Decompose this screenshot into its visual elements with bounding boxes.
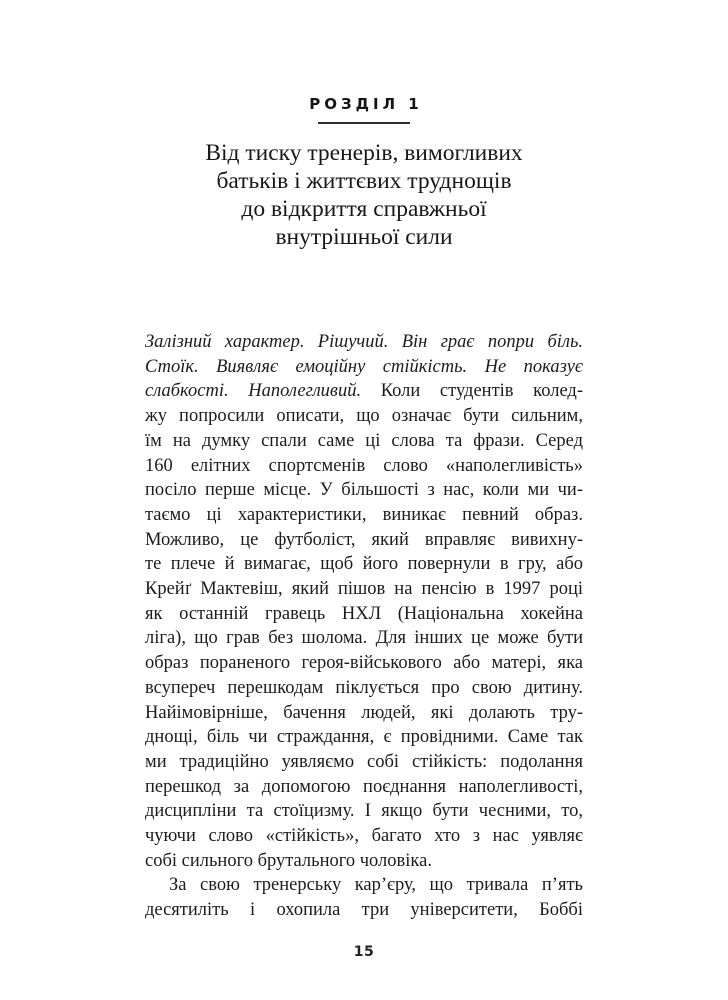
body-segment: як останній гравець НХЛ (Національна хокейна <box>145 603 583 624</box>
body-line <box>145 849 583 874</box>
chapter-subtitle-line: Від тиску тренерів, вимогливих <box>205 140 523 166</box>
body-line <box>145 626 583 651</box>
body-segment: За свою тренерську кар’єру, що тривала п’ять <box>169 875 583 896</box>
chapter-subtitle-line: батьків і життєвих труднощів <box>216 168 512 194</box>
chapter-subtitle-line: до відкриття справжньої <box>241 196 487 222</box>
body-segment: Крейґ Мактевіш, який пішов на пенсію в 1997 році <box>145 579 583 600</box>
body-segment: те плече й вимагає, щоб його повернули в гру, або <box>145 554 583 575</box>
body-line <box>145 824 583 849</box>
body-line <box>145 799 583 824</box>
body-line <box>145 676 583 701</box>
body-segment: таємо ці характеристики, виникає певний образ. <box>145 504 583 525</box>
body-line <box>145 775 583 800</box>
chapter-subtitle-line: внутрішньої сили <box>275 224 453 250</box>
chapter-rule-divider <box>318 122 410 124</box>
body-segment: десятиліть і охопила три університети, Боббі <box>145 900 583 921</box>
body-text <box>145 330 583 923</box>
body-line <box>145 602 583 627</box>
body-line <box>145 429 583 454</box>
body-segment: ми традиційно уявляємо собі стійкість: подолання <box>145 751 583 772</box>
body-segment: образ пораненого героя-військового або матері, яка <box>145 653 583 674</box>
body-line <box>145 701 583 726</box>
body-line <box>145 330 583 355</box>
body-line <box>145 355 583 380</box>
body-segment: всупереч перешкодам піклується про свою дитину. <box>145 677 583 698</box>
body-segment: дисципліни та стоїцизму. І якщо бути чесними, то, <box>145 801 583 822</box>
chapter-label: РОЗДІЛ 1 <box>309 95 423 113</box>
body-segment: ліга), що грав без шолома. Для інших це може бути <box>145 628 583 649</box>
body-line <box>145 750 583 775</box>
body-line <box>145 379 583 404</box>
body-line <box>145 577 583 602</box>
body-line <box>145 454 583 479</box>
page-number: 15 <box>353 944 375 960</box>
body-segment: їм на думку спали саме ці слова та фрази. Серед <box>145 430 583 451</box>
chapter-subtitle <box>0 139 728 251</box>
body-segment: Найімовірніше, бачення людей, які долають тру- <box>145 702 583 723</box>
body-line <box>145 503 583 528</box>
body-segment: перешкод за допомогою поєднання наполегливості, <box>145 776 583 797</box>
body-segment: 160 елітних спортсменів слово «наполегливість» <box>145 455 583 476</box>
body-segment-italic: Стоїк. Виявляє емоційну стійкість. Не показує <box>145 356 583 377</box>
body-line <box>145 528 583 553</box>
body-line <box>145 404 583 429</box>
body-segment: Можливо, це футболіст, який вправляє вивихну- <box>145 529 583 550</box>
body-line <box>145 552 583 577</box>
body-line <box>145 898 583 923</box>
body-segment-italic: Залізний характер. Рішучий. Він грає попри біль. <box>145 332 583 352</box>
body-line <box>145 725 583 750</box>
body-line <box>145 478 583 503</box>
body-segment: днощі, біль чи страждання, є провідними. Саме так <box>145 727 583 748</box>
body-segment: жу попросили описати, що означає бути сильним, <box>145 406 583 427</box>
body-segment: Коли студентів колед- <box>361 381 583 402</box>
body-segment: чуючи слово «стійкість», багато хто з нас уявляє <box>145 826 583 847</box>
body-segment: посіло перше місце. У більшості з нас, коли ми чи- <box>145 480 583 501</box>
body-line <box>145 873 583 898</box>
body-segment-italic: слабкості. Наполегливий. <box>145 381 362 402</box>
body-line <box>145 651 583 676</box>
body-segment: собі сильного брутального чоловіка. <box>145 850 432 871</box>
